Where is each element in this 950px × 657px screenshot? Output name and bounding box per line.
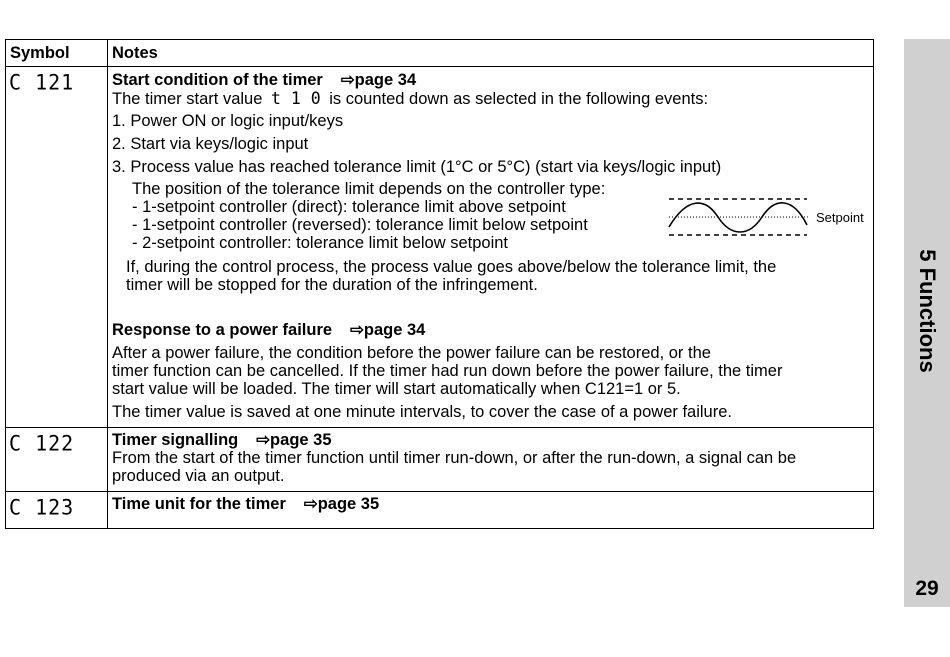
c121-page-ref: ⇨page 34	[340, 71, 417, 89]
infringement-line-1: If, during the control process, the process value goes above/below the tolerance limit, the	[126, 258, 777, 276]
c121-title-line	[112, 71, 416, 90]
header-notes: Notes	[112, 44, 158, 62]
c121-title: Start condition of the timer	[112, 71, 323, 89]
c123-title-line	[112, 495, 379, 514]
tolerance-line-1: The position of the tolerance limit depends on the controller type:	[132, 180, 606, 198]
row-divider	[6, 66, 873, 67]
chapter-sidebar	[904, 39, 950, 607]
c122-page-ref: ⇨page 35	[256, 431, 332, 449]
c121-item-3: 3. Process value has reached tolerance limit (1°C or 5°C) (start via keys/logic input)	[112, 158, 722, 176]
page-number: 29	[915, 577, 939, 600]
chapter-title: 5 Functions	[915, 249, 940, 373]
c122-title-line	[112, 431, 332, 450]
c121-item-1: 1. Power ON or logic input/keys	[112, 112, 344, 130]
power-text-4: The timer value is saved at one minute intervals, to cover the case of a power failure.	[112, 403, 732, 421]
c121-intro	[112, 89, 708, 109]
power-failure-page-ref: ⇨page 34	[350, 321, 426, 339]
c122-title: Timer signalling	[112, 431, 239, 449]
c123-title: Time unit for the timer	[112, 495, 286, 513]
c123-page-ref: ⇨page 35	[303, 495, 380, 513]
c121-item-2: 2. Start via keys/logic input	[112, 135, 309, 153]
row-divider	[6, 491, 873, 492]
symbol-c123: C 123	[9, 494, 75, 520]
power-failure-title: Response to a power failure	[112, 321, 333, 339]
symbol-c121: C 121	[9, 69, 75, 95]
power-failure-title-line	[112, 321, 425, 340]
setpoint-tolerance-diagram	[667, 195, 872, 241]
chapter-title-wrap	[904, 39, 950, 607]
c122-text-1: From the start of the timer function until timer run-down, or after the run-down, a signal can be	[112, 449, 797, 467]
setpoint-label: Setpoint	[816, 210, 864, 225]
symbol-c122: C 122	[9, 430, 75, 456]
header-symbol: Symbol	[10, 44, 70, 62]
power-text-2: timer function can be cancelled. If the timer had run down before the power failure, the timer	[112, 362, 783, 380]
c122-text-2: produced via an output.	[112, 467, 285, 485]
tolerance-line-2: - 1-setpoint controller (direct): tolerance limit above setpoint	[132, 198, 566, 216]
intro-text-b: is counted down as selected in the following events:	[329, 90, 709, 108]
tolerance-line-4: - 2-setpoint controller: tolerance limit below setpoint	[132, 234, 509, 252]
parameter-table	[5, 39, 874, 529]
timer-start-code: t 1 0	[270, 89, 321, 108]
infringement-line-2: timer will be stopped for the duration of the infringement.	[126, 276, 538, 294]
power-text-3: start value will be loaded. The timer will start automatically when C121=1 or 5.	[112, 380, 681, 398]
intro-text-a: The timer start value	[112, 90, 263, 108]
tolerance-line-3: - 1-setpoint controller (reversed): tolerance limit below setpoint	[132, 216, 588, 234]
row-divider	[6, 427, 873, 428]
power-text-1: After a power failure, the condition before the power failure can be restored, or the	[112, 344, 711, 362]
column-divider	[107, 40, 108, 528]
